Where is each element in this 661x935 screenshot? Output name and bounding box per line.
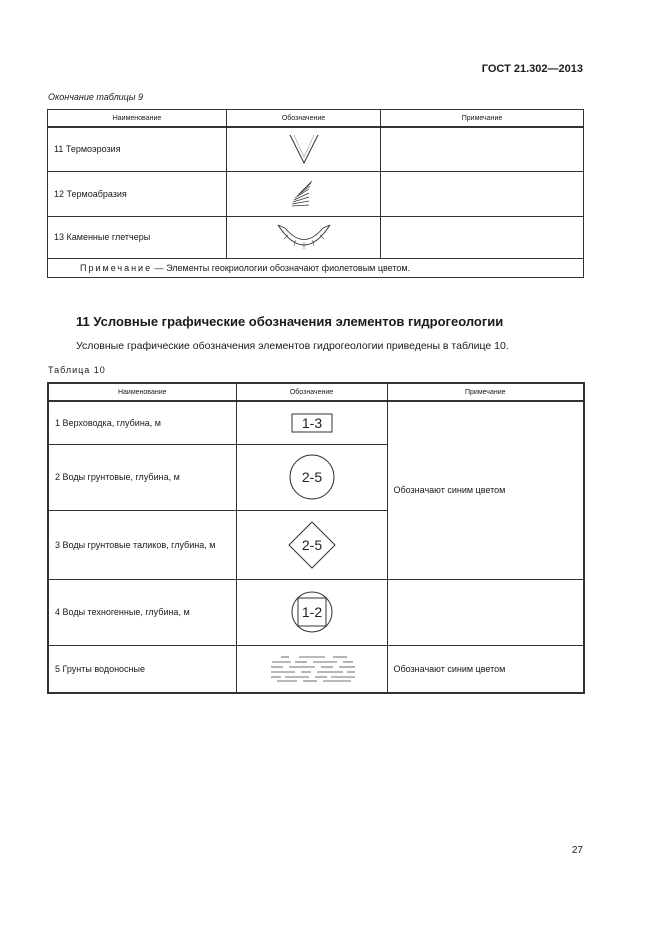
symbol-depth-label: 1-3 bbox=[301, 414, 322, 431]
note-text: — Элементы геокриологии обозначают фиолетовым цветом. bbox=[152, 262, 411, 273]
thermoerosion-v-symbol bbox=[227, 127, 381, 171]
page-number: 27 bbox=[571, 845, 583, 856]
symbol-depth-label: 2-5 bbox=[301, 469, 322, 485]
table-10-label: Таблица 10 bbox=[48, 365, 106, 375]
table-row bbox=[48, 401, 584, 444]
thermoabrasion-fan-symbol bbox=[227, 171, 381, 216]
aquifer-soil-dashes-symbol bbox=[236, 645, 387, 693]
table-9 bbox=[47, 109, 584, 278]
column-header-note: Примечание bbox=[387, 383, 584, 401]
row-note: Обозначают синим цветом bbox=[387, 645, 584, 693]
column-header-symbol: Обозначение bbox=[227, 110, 381, 128]
section-intro: Условные графические обозначения элементов гидрогеологии приведены в таблице 10. bbox=[76, 340, 509, 352]
row-name: 4 Воды техногенные, глубина, м bbox=[48, 579, 236, 645]
table-continuation-label: Окончание таблицы 9 bbox=[48, 92, 143, 102]
row-name: 2 Воды грунтовые, глубина, м bbox=[48, 444, 236, 510]
row-note bbox=[381, 171, 584, 216]
row-name: 13 Каменные глетчеры bbox=[48, 216, 227, 258]
row-name: 1 Верховодка, глубина, м bbox=[48, 401, 236, 444]
talik-groundwater-symbol bbox=[236, 510, 387, 579]
table-row bbox=[48, 645, 584, 693]
table-note-row bbox=[48, 258, 584, 277]
table-row bbox=[48, 579, 584, 645]
groundwater-symbol bbox=[236, 444, 387, 510]
note-prefix: Примечание bbox=[80, 262, 153, 273]
column-header-symbol: Обозначение bbox=[236, 383, 387, 401]
row-note: Обозначают синим цветом bbox=[387, 401, 584, 579]
row-name: 5 Грунты водоносные bbox=[48, 645, 236, 693]
symbol-depth-label: 1-2 bbox=[301, 604, 322, 620]
column-header-name: Наименование bbox=[48, 383, 236, 401]
column-header-name: Наименование bbox=[48, 110, 227, 128]
row-note bbox=[381, 216, 584, 258]
table-row bbox=[48, 171, 584, 216]
row-name: 3 Воды грунтовые таликов, глубина, м bbox=[48, 510, 236, 579]
technogenic-water-symbol bbox=[236, 579, 387, 645]
stone-glacier-arc-symbol bbox=[227, 216, 381, 258]
section-title: 11 Условные графические обозначения элементов гидрогеологии bbox=[76, 314, 504, 329]
table-10 bbox=[47, 382, 585, 694]
symbol-depth-label: 2-5 bbox=[301, 536, 322, 553]
row-name: 12 Термоабразия bbox=[48, 171, 227, 216]
document-number: ГОСТ 21.302—2013 bbox=[481, 63, 583, 75]
table-row bbox=[48, 216, 584, 258]
table-row bbox=[48, 127, 584, 171]
row-name: 11 Термоэрозия bbox=[48, 127, 227, 171]
column-header-note: Примечание bbox=[381, 110, 584, 128]
perched-water-symbol bbox=[236, 401, 387, 444]
row-note bbox=[381, 127, 584, 171]
row-note bbox=[387, 579, 584, 645]
